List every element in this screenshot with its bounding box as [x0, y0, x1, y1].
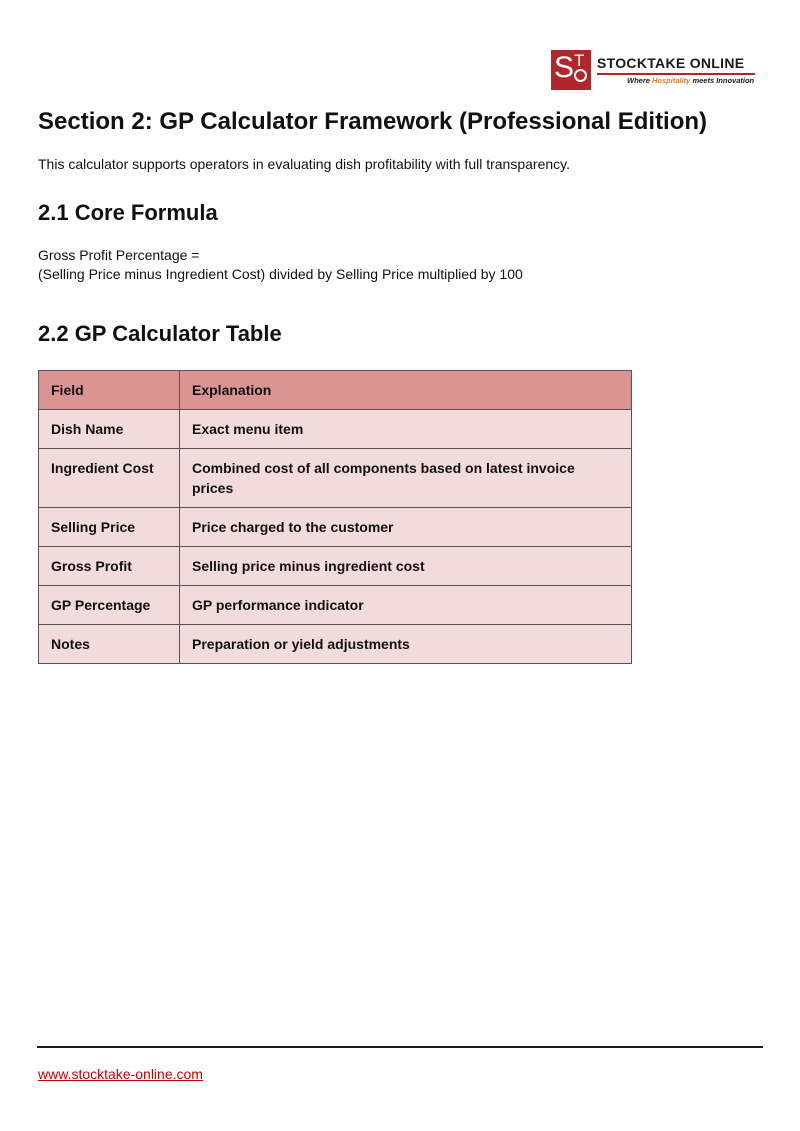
table-row — [39, 410, 632, 449]
explanation-cell: Price charged to the customer — [180, 508, 632, 547]
table-row — [39, 547, 632, 586]
explanation-cell: Exact menu item — [180, 410, 632, 449]
logo-tagline — [627, 76, 754, 85]
explanation-cell: GP performance indicator — [180, 586, 632, 625]
logo-underline — [597, 73, 755, 75]
table-row — [39, 625, 632, 664]
table-row — [39, 508, 632, 547]
explanation-cell: Selling price minus ingredient cost — [180, 547, 632, 586]
explanation-cell: Preparation or yield adjustments — [180, 625, 632, 664]
logo-mark-letter-t: T — [574, 51, 585, 70]
page-title: Section 2: GP Calculator Framework (Professional Edition) — [38, 108, 708, 135]
footer-website-link[interactable]: www.stocktake-online.com — [38, 1066, 203, 1082]
logo-tagline-accent: Hospitality — [652, 76, 691, 85]
field-cell: Gross Profit — [39, 547, 180, 586]
logo-tagline-prefix: Where — [627, 76, 653, 85]
table-header-row — [39, 371, 632, 410]
core-formula-heading: 2.1 Core Formula — [38, 200, 218, 225]
logo-tagline-suffix: meets Innovation — [690, 76, 755, 85]
field-cell: Ingredient Cost — [39, 449, 180, 508]
calculator-table-heading: 2.2 GP Calculator Table — [38, 321, 282, 346]
table-row — [39, 586, 632, 625]
brand-logo — [551, 50, 761, 90]
logo-mark — [551, 50, 591, 90]
formula-line-1: Gross Profit Percentage = — [38, 247, 200, 263]
field-cell: GP Percentage — [39, 586, 180, 625]
logo-name: STOCKTAKE ONLINE — [597, 55, 745, 71]
field-cell: Selling Price — [39, 508, 180, 547]
footer-divider — [37, 1046, 763, 1048]
formula-line-2: (Selling Price minus Ingredient Cost) divided by Selling Price multiplied by 100 — [38, 266, 523, 282]
table-row — [39, 449, 632, 508]
field-cell: Dish Name — [39, 410, 180, 449]
column-header-field: Field — [39, 371, 180, 410]
logo-mark-letter-o — [574, 69, 587, 82]
explanation-cell: Combined cost of all components based on latest invoice prices — [180, 449, 632, 508]
column-header-explanation: Explanation — [180, 371, 632, 410]
gp-calculator-table — [38, 370, 632, 664]
logo-mark-letter-s: S — [554, 51, 575, 84]
intro-text: This calculator supports operators in evaluating dish profitability with full transparency. — [38, 156, 570, 172]
field-cell: Notes — [39, 625, 180, 664]
